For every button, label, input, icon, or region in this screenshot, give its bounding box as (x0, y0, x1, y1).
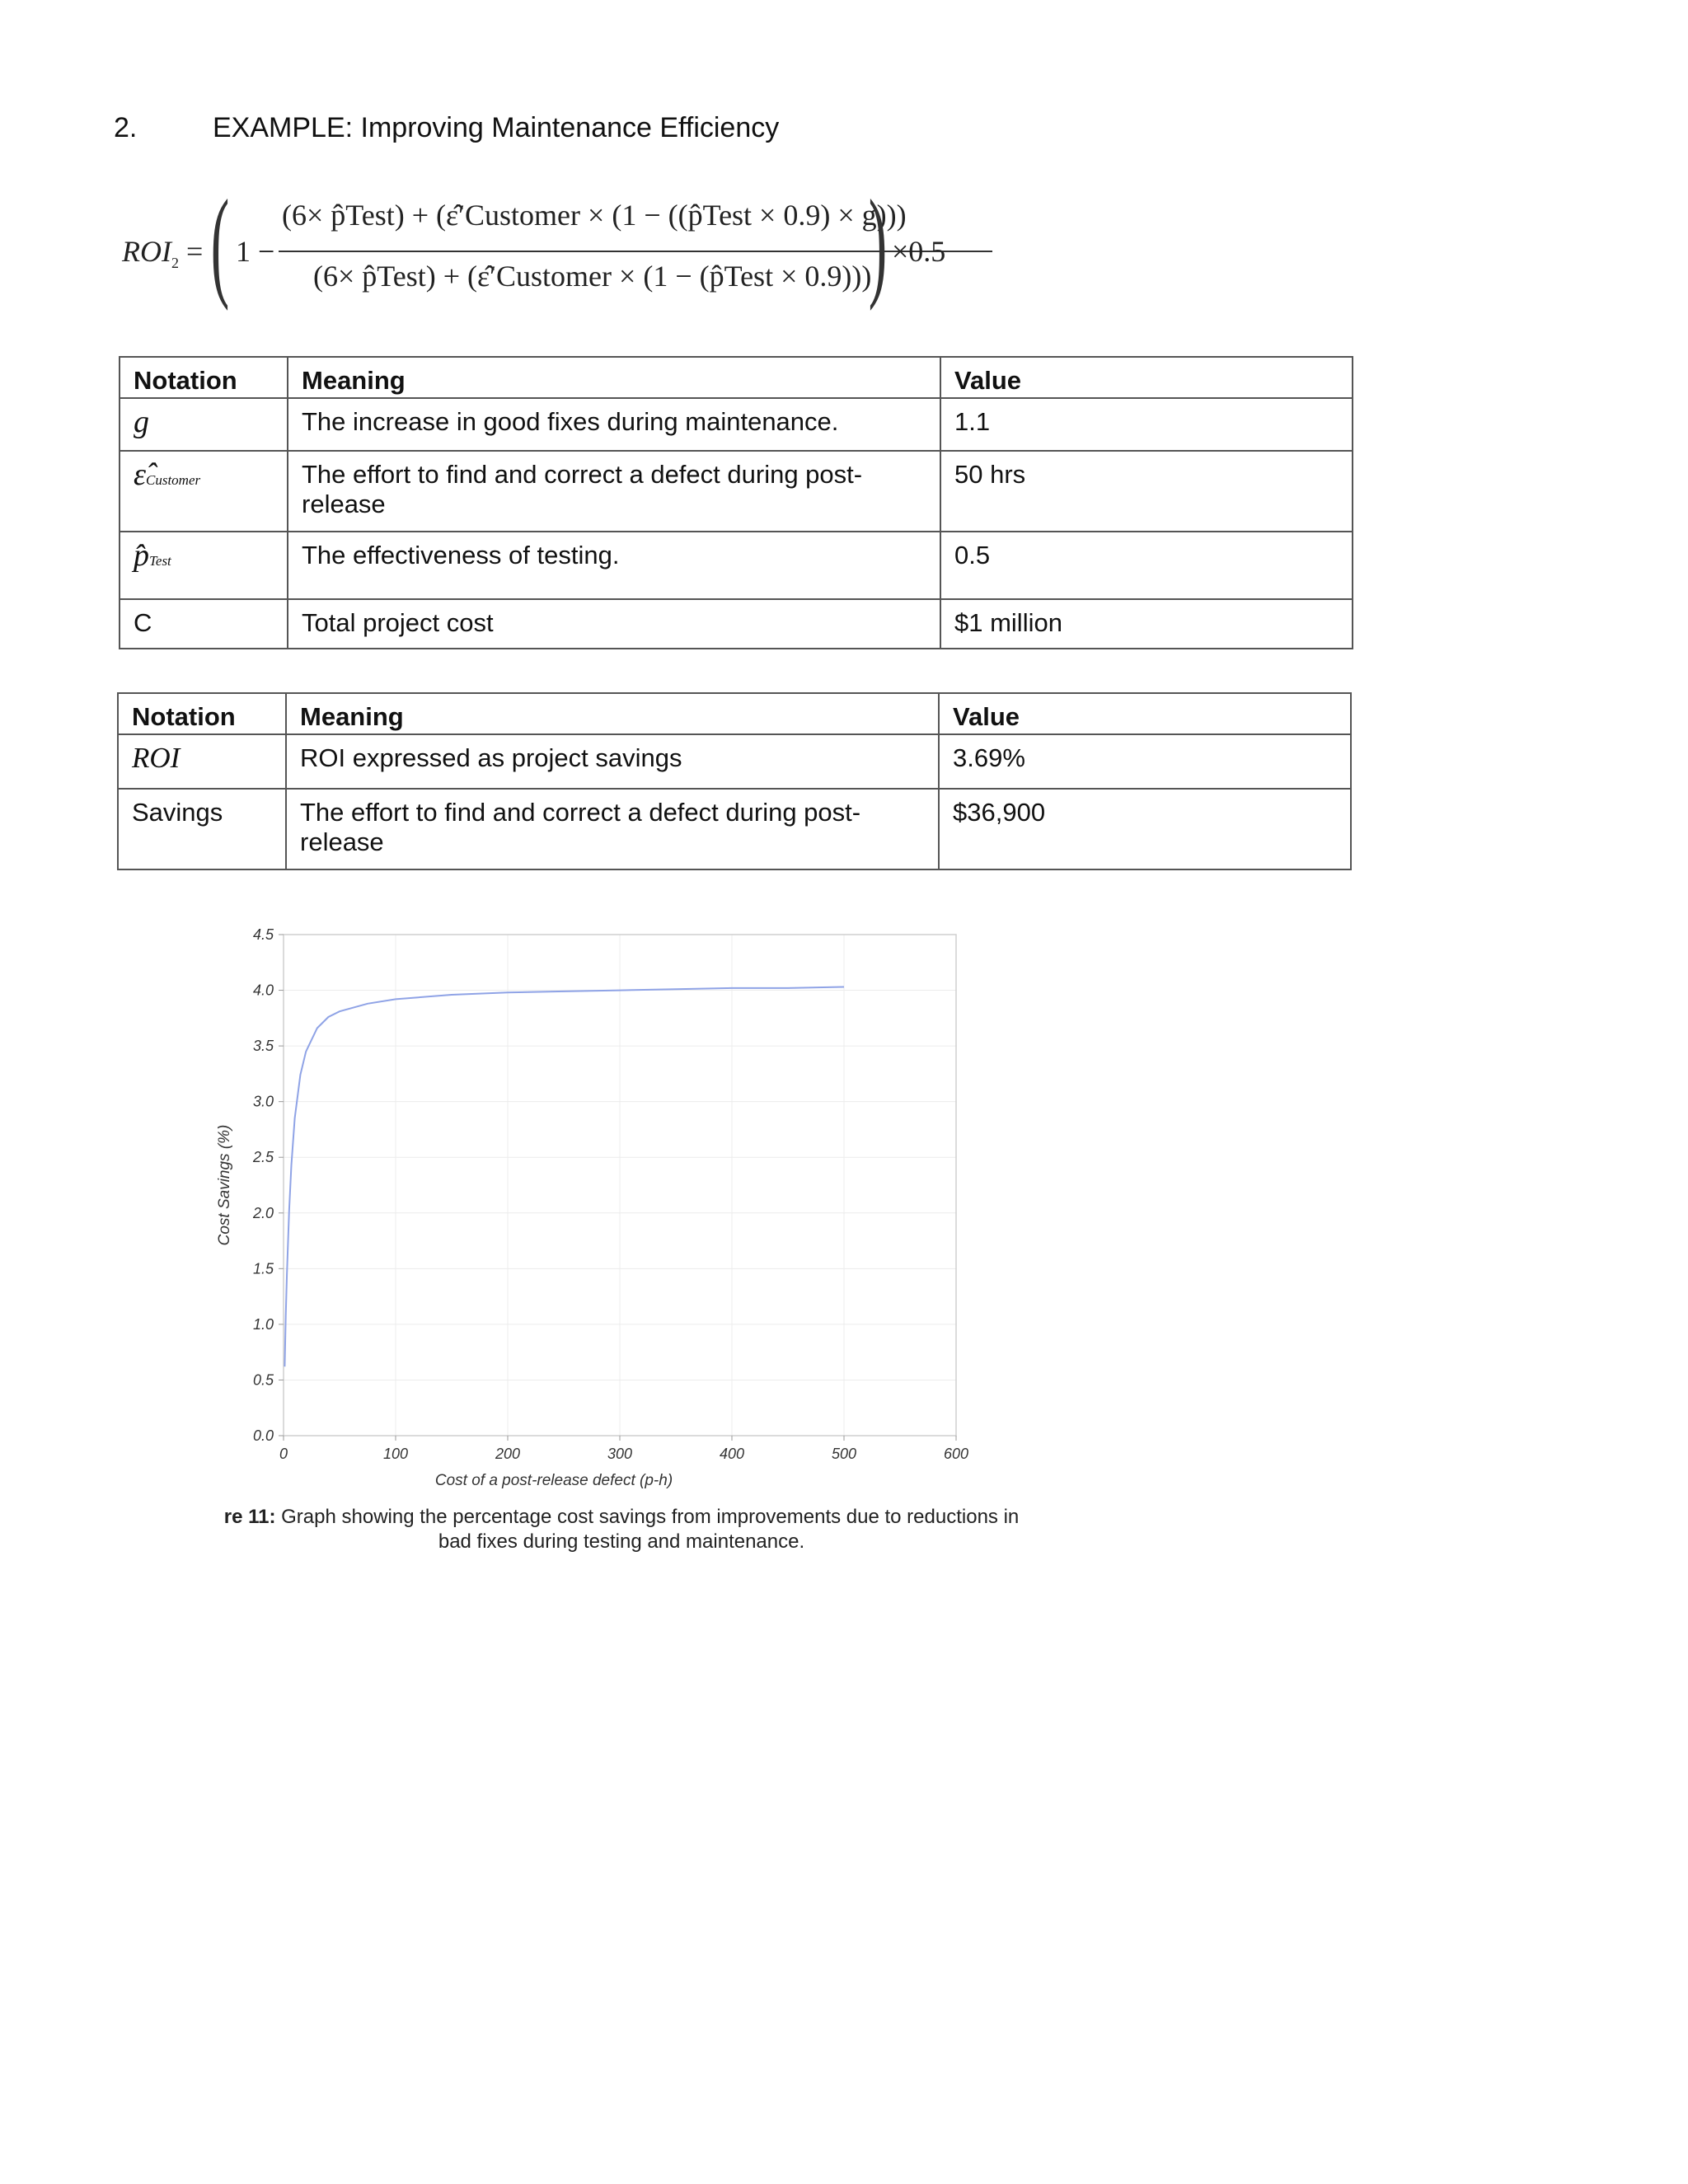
value-cell: $1 million (940, 599, 1353, 649)
meaning-cell: The increase in good fixes during maintenance. (288, 398, 940, 451)
value-cell: 50 hrs (940, 451, 1353, 532)
table-row (120, 599, 1353, 649)
y-tick-label: 2.0 (252, 1204, 274, 1221)
y-tick-label: 3.0 (252, 1093, 274, 1110)
table-header-row (120, 357, 1353, 398)
notation-cell: ε̂Customer (120, 451, 288, 532)
caption-text-line1: Graph showing the percentage cost savings from improvements due to reductions in (281, 1506, 1020, 1528)
caption-label: re 11: (223, 1506, 276, 1528)
formula-left-paren: ( (210, 175, 230, 312)
value-cell: $36,900 (939, 789, 1351, 869)
y-tick-label: 4.5 (252, 926, 274, 943)
notation-cell: ROI (118, 734, 286, 789)
x-tick-label: 500 (831, 1446, 857, 1462)
caption-text-line2: bad fixes during testing and maintenance. (438, 1530, 805, 1553)
series-line (284, 987, 844, 1367)
header-value: Value (940, 357, 1353, 398)
header-meaning: Meaning (286, 693, 939, 734)
header-meaning: Meaning (288, 357, 940, 398)
meaning-cell: The effort to find and correct a defect during post-release (286, 789, 939, 869)
meaning-cell: The effectiveness of testing. (288, 532, 940, 599)
parameters-table (119, 356, 1353, 649)
y-axis-label: Cost Savings (%) (216, 1124, 233, 1246)
header-value: Value (939, 693, 1351, 734)
section-number: 2. (114, 112, 138, 143)
header-notation: Notation (120, 357, 288, 398)
x-tick-label: 400 (719, 1446, 745, 1462)
meaning-cell: Total project cost (288, 599, 940, 649)
y-tick-label: 0.5 (252, 1371, 274, 1389)
notation-cell: Savings (118, 789, 286, 869)
value-cell: 1.1 (940, 398, 1353, 451)
table-row (120, 398, 1353, 451)
table-header-row (118, 693, 1351, 734)
results-table (117, 692, 1352, 870)
section-title: EXAMPLE: Improving Maintenance Efficiency (213, 112, 780, 143)
formula-multiplier: ×0.5 (892, 235, 946, 268)
header-notation: Notation (118, 693, 286, 734)
cost-savings-chart (198, 915, 989, 1492)
value-cell: 0.5 (940, 532, 1353, 599)
figure-caption (209, 1505, 1034, 1554)
y-tick-label: 4.0 (252, 982, 274, 999)
y-tick-label: 0.0 (252, 1427, 274, 1444)
formula-one-minus: 1 − (236, 235, 275, 268)
value-cell: 3.69% (939, 734, 1351, 789)
notation-cell: p̂Test (120, 532, 288, 599)
table-row (118, 734, 1351, 789)
roi-formula (117, 175, 974, 320)
table-row (118, 789, 1351, 869)
y-tick-label: 3.5 (252, 1038, 274, 1055)
table-row (120, 451, 1353, 532)
notation-cell: g (120, 398, 288, 451)
section-heading (114, 112, 779, 144)
formula-right-paren: ) (868, 175, 888, 312)
meaning-cell: The effort to find and correct a defect during post-release (288, 451, 940, 532)
meaning-cell: ROI expressed as project savings (286, 734, 939, 789)
x-tick-label: 200 (495, 1446, 521, 1462)
y-tick-label: 1.5 (252, 1260, 274, 1277)
notation-cell: C (120, 599, 288, 649)
formula-numerator: (6× p̂Test) + (ε̂′Customer × (1 − ((p̂Test × 0.9) × g))) (282, 199, 907, 232)
formula-denominator: (6× p̂Test) + (ε̂′Customer × (1 − (p̂Test × 0.9))) (313, 260, 872, 293)
x-tick-label: 100 (382, 1446, 409, 1462)
formula-lhs: $ROI_2$ = (122, 235, 204, 272)
x-tick-label: 300 (607, 1446, 633, 1462)
y-tick-label: 1.0 (252, 1315, 274, 1333)
x-tick-label: 0 (279, 1446, 288, 1462)
y-tick-label: 2.5 (252, 1149, 274, 1166)
table-row (120, 532, 1353, 599)
x-axis-label: Cost of a post-release defect (p-h) (434, 1472, 673, 1489)
x-tick-label: 600 (943, 1446, 969, 1462)
